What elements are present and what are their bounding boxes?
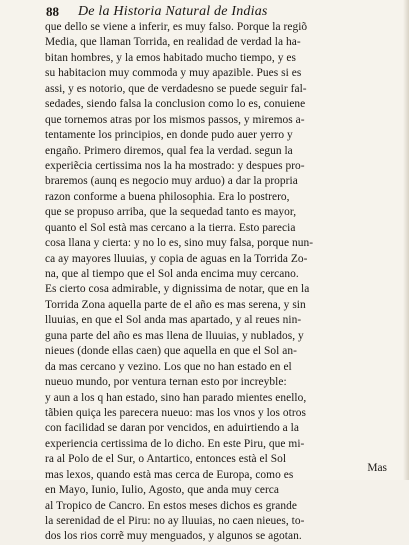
text-line: dos los rios corrẽ muy menguados, y algunos se agotan. bbox=[45, 530, 302, 543]
text-line: assi, y es notorio, que de verdadesno se puede seguir fal- bbox=[45, 82, 307, 95]
text-line: en Mayo, Iunio, Iulio, Agosto, que anda muy cerca bbox=[45, 484, 279, 497]
text-line: bitan hombres, y la emos habitado mucho tiempo, y es bbox=[45, 51, 296, 64]
text-line: da mas cercano y vezino. Los que no han estado en el bbox=[45, 360, 292, 373]
text-line: lluuias, en que el Sol anda mas apartado, y al reues nin- bbox=[45, 314, 302, 327]
running-title: De la Historia Natural de Indias bbox=[78, 4, 268, 19]
text-line: la serenidad de el Piru: no ay lluuias, no caen nieues, to- bbox=[45, 515, 305, 527]
text-line: al Tropico de Cancro. En estos meses dichos es grande bbox=[45, 499, 297, 512]
text-line: nueuo mundo, por ventura ternan esto por increyble: bbox=[45, 376, 287, 389]
page-number: 88 bbox=[46, 4, 59, 19]
text-line: que se propuso arriba, que la sequedad tanto es mayor, bbox=[45, 206, 297, 219]
text-line: quanto el Sol està mas cercano a la tierra. Esto parecia bbox=[45, 221, 296, 234]
text-line: que dello se viene a inferir, es muy falso. Porque la regiõ bbox=[45, 21, 308, 33]
text-line: experiẽcia certissima nos la ha mostrado: y despues pro- bbox=[45, 159, 305, 172]
text-line: nieues (donde ellas caen) que aquella en que el Sol an- bbox=[45, 345, 297, 358]
text-line: su habitacion muy commoda y muy apazible. Pues si es bbox=[45, 67, 302, 80]
catchword: Mas bbox=[367, 462, 387, 474]
text-line: tentamente los principios, en donde pudo auer yerro y bbox=[45, 129, 293, 142]
text-line: con facilidad se daran por vencidos, en aduirtiendo a la bbox=[45, 422, 299, 435]
text-line: ra al Polo de el Sur, o Antartico, entonces està el Sol bbox=[45, 453, 287, 466]
text-line: tãbien quiça les parecera nueuo: mas los vnos y los otros bbox=[45, 406, 306, 419]
text-line: guna parte del año es mas llena de lluuias, y nublados, y bbox=[45, 329, 304, 342]
text-line: sedades, siendo falsa la conclusion como lo es, conuiene bbox=[45, 98, 306, 111]
text-line: na, que al tiempo que el Sol anda encima muy cercano. bbox=[45, 268, 299, 280]
text-line: mas lexos, quando està mas cerca de Europa, como es bbox=[45, 468, 294, 481]
text-line: braremos (aunq es negocio muy arduo) a dar la propria bbox=[45, 175, 298, 188]
text-line: Torrida Zona aquella parte de el año es mas serena, y sin bbox=[45, 298, 306, 311]
text-line: engaño. Primero diremos, qual fea la verdad. segun la bbox=[45, 144, 293, 157]
text-line: que tornemos atras por los mismos passos, y miremos a- bbox=[45, 113, 305, 126]
text-line: cosa llana y cierta: y no lo es, sino muy falsa, porque nun- bbox=[45, 237, 314, 250]
text-line: ca ay mayores lluuias, y copia de aguas en la Torrida Zo- bbox=[45, 252, 308, 265]
text-line: Media, que llaman Torrida, en realidad de verdad la ha- bbox=[45, 36, 301, 49]
text-line: y aun a los q han estado, sino han parado mientes enello, bbox=[45, 391, 307, 404]
text-line: razon conforme a buena philosophia. Era lo postrero, bbox=[45, 190, 290, 203]
body-text bbox=[45, 20, 400, 545]
text-line: Es cierto cosa admirable, y dignissima de notar, que en la bbox=[45, 283, 310, 296]
text-line: experiencia certissima de lo dicho. En este Piru, que mi- bbox=[45, 437, 305, 450]
page-edge-shadow bbox=[403, 0, 409, 480]
